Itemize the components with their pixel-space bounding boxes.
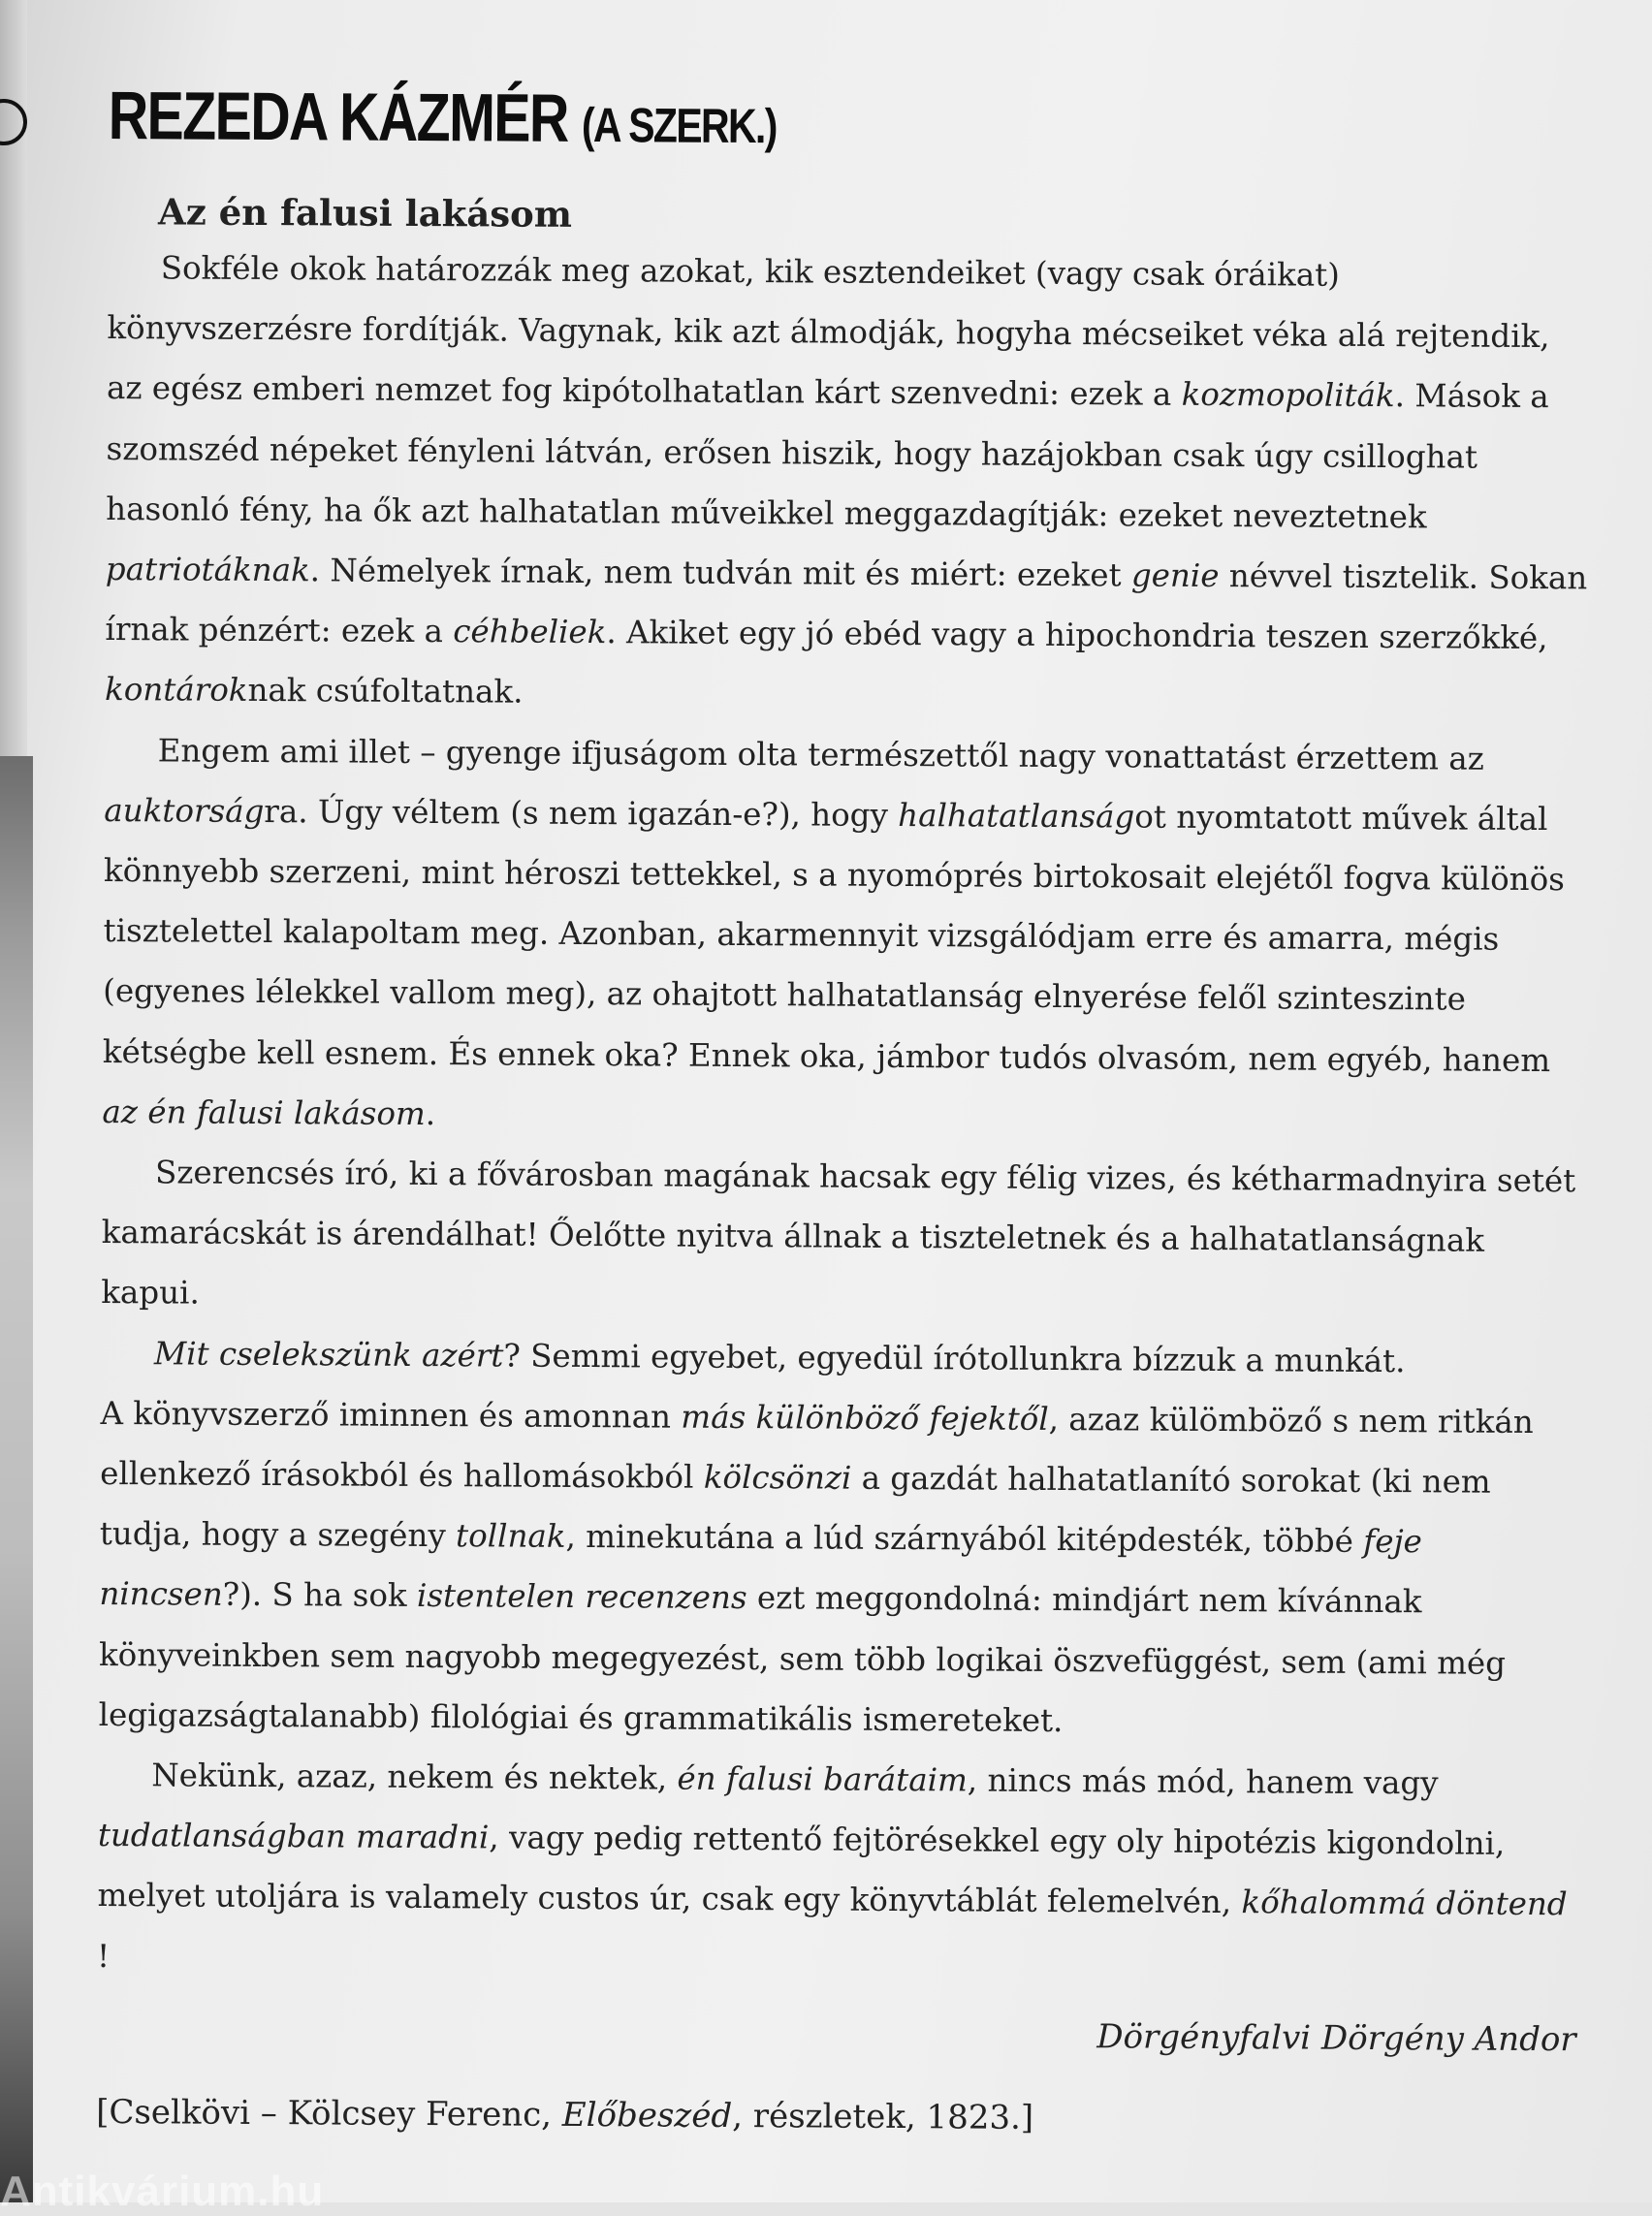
- source-prefix: [Cselkövi – Kölcsey Ferenc,: [96, 2092, 562, 2135]
- italic-phrase: istentelen recenzens: [416, 1577, 747, 1617]
- article-body: [97, 237, 1591, 1995]
- text-run: nak csúfoltatnak.: [247, 672, 524, 712]
- source-citation: [96, 2083, 1579, 2150]
- text-run: Engem ami illet – gyenge ifjuságom olta természettől nagy vonattatást érzettem az: [157, 731, 1484, 777]
- author-signature: Dörgényfalvi Dörgény Andor: [1096, 2017, 1576, 2060]
- italic-phrase: kozmopoliták: [1181, 376, 1395, 415]
- paragraph: [101, 1323, 1584, 1393]
- italic-phrase: auktorság: [104, 791, 265, 830]
- text-run: ? Semmi egyebet, egyedül írótollunkra bízzuk a munkát.: [503, 1337, 1406, 1379]
- paragraph: [102, 720, 1588, 1152]
- text-run: , minekutána a lúd szárnyából kitépdesték, többé: [565, 1518, 1364, 1561]
- text-run: ra. Úgy véltem (s nem igazán-e?), hogy: [264, 792, 899, 834]
- source-title: Előbeszéd: [561, 2095, 733, 2136]
- article-title: [108, 72, 1324, 174]
- text-run: , azaz külömböző s nem ritkán ellenkező írásokból és hallomásokból: [100, 1400, 1534, 1496]
- text-run: . Némelyek írnak, nem tudván mit és miért: ezeket: [309, 552, 1132, 594]
- text-run: ezt meggondolná: mindjárt nem kívánnak könyveinkben sem nagyobb megegyezést, sem több logikai öszvefüggést, sem (ami még legigazságtalanabb) filológiai és grammatikális ismereteket.: [98, 1579, 1507, 1739]
- italic-phrase: Mit cselekszünk azért: [153, 1334, 504, 1375]
- title-suffix: (A SZERK.): [581, 97, 777, 154]
- text-run: Nekünk, azaz, nekem és nektek,: [151, 1757, 678, 1797]
- text-run: ?). S ha sok: [222, 1576, 418, 1615]
- italic-phrase: az én falusi lakásom: [102, 1092, 426, 1132]
- italic-phrase: kőhalommá döntend: [1241, 1884, 1568, 1923]
- italic-phrase: tollnak: [455, 1517, 566, 1556]
- paragraph: [97, 1745, 1581, 1995]
- adjacent-photo-strip: [0, 756, 33, 2202]
- italic-phrase: genie: [1130, 556, 1220, 595]
- italic-phrase: céhbeliek: [453, 613, 607, 651]
- paragraph: [105, 237, 1591, 729]
- text-run: . Mások a szomszéd népeket fényleni látván, erősen hiszik, hogy hazájokban csak úgy csilloghat hasonló fény, ha ők azt halhatatlan műveikkel meggazdagítják: ezeket neveztetnek: [106, 377, 1549, 536]
- paragraph: [98, 1383, 1583, 1755]
- text-run: A könyvszerző iminnen és amonnan: [100, 1394, 682, 1436]
- text-run: , vagy pedig rettentő fejtörésekkel egy oly hipotézis kigondolni, melyet utoljára is valamely custos úr, csak egy könyvtáblát felemelvén,: [97, 1819, 1506, 1921]
- italic-phrase: feje nincsen: [99, 1523, 1422, 1614]
- italic-phrase: patriotáknak: [105, 551, 310, 589]
- italic-phrase: én falusi barátaim: [677, 1759, 968, 1799]
- italic-phrase: kontárok: [104, 671, 248, 710]
- text-run: . Akiket egy jó ebéd vagy a hipochondria teszen szerzőkké,: [606, 614, 1548, 657]
- italic-phrase: tudatlanságban maradni: [97, 1817, 490, 1856]
- text-run: névvel tisztelik. Sokan írnak pénzért: ezek a: [105, 557, 1588, 650]
- text-run: Sokféle okok határozzák meg azokat, kik esztendeiket (vagy csak óráikat) könyvszerzésre fordítják. Vagynak, kik azt álmodják, hogyha mécseiket véka alá rejtendik, az egész emberi nemzet fog kipótolhatatlan kárt szenvedni: ezek a: [106, 249, 1550, 414]
- source-suffix: , részletek, 1823.]: [732, 2096, 1034, 2137]
- text-run: !: [97, 1937, 111, 1975]
- text-run: Szerencsés író, ki a fővárosban magának hacsak egy félig vizes, és kétharmadnyira setét kamarácskát is árendálhat! Őelőtte nyitva állnak a tiszteletnek és a halhatatlanságnak kapui.: [101, 1154, 1576, 1313]
- text-run: , nincs más mód, hanem vagy: [967, 1761, 1439, 1802]
- article: [96, 72, 1592, 2150]
- text-run: a gazdát halhatatlanító sorokat (ki nem tudja, hogy a szegény: [99, 1459, 1491, 1555]
- paragraph: [101, 1142, 1585, 1332]
- title-main: REZEDA KÁZMÉR: [108, 77, 568, 156]
- italic-phrase: más különböző fejektől: [681, 1398, 1049, 1438]
- italic-phrase: kölcsönzi: [703, 1458, 852, 1497]
- article-subtitle: Az én falusi lakásom: [157, 190, 573, 236]
- text-run: ot nyomtatott művek által könnyebb szerzeni, mint héroszi tettekkel, s a nyomóprés birtokosait elejétől fogva különös tisztelettel kalapoltam meg. Azonban, akarmennyit vizsgálódjam erre és amarra, mégis (egyenes lélekkel vallom meg), az ohajtott halhatatlanság elnyerése felől szinteszinte kétségbe kell esnem. És ennek oka? Ennek oka, jámbor tudós olvasóm, nem egyéb, hanem: [102, 798, 1566, 1079]
- text-run: .: [425, 1094, 436, 1132]
- watermark: Antikvárium.hu: [0, 2168, 325, 2215]
- italic-phrase: halhatatlanság: [898, 796, 1135, 836]
